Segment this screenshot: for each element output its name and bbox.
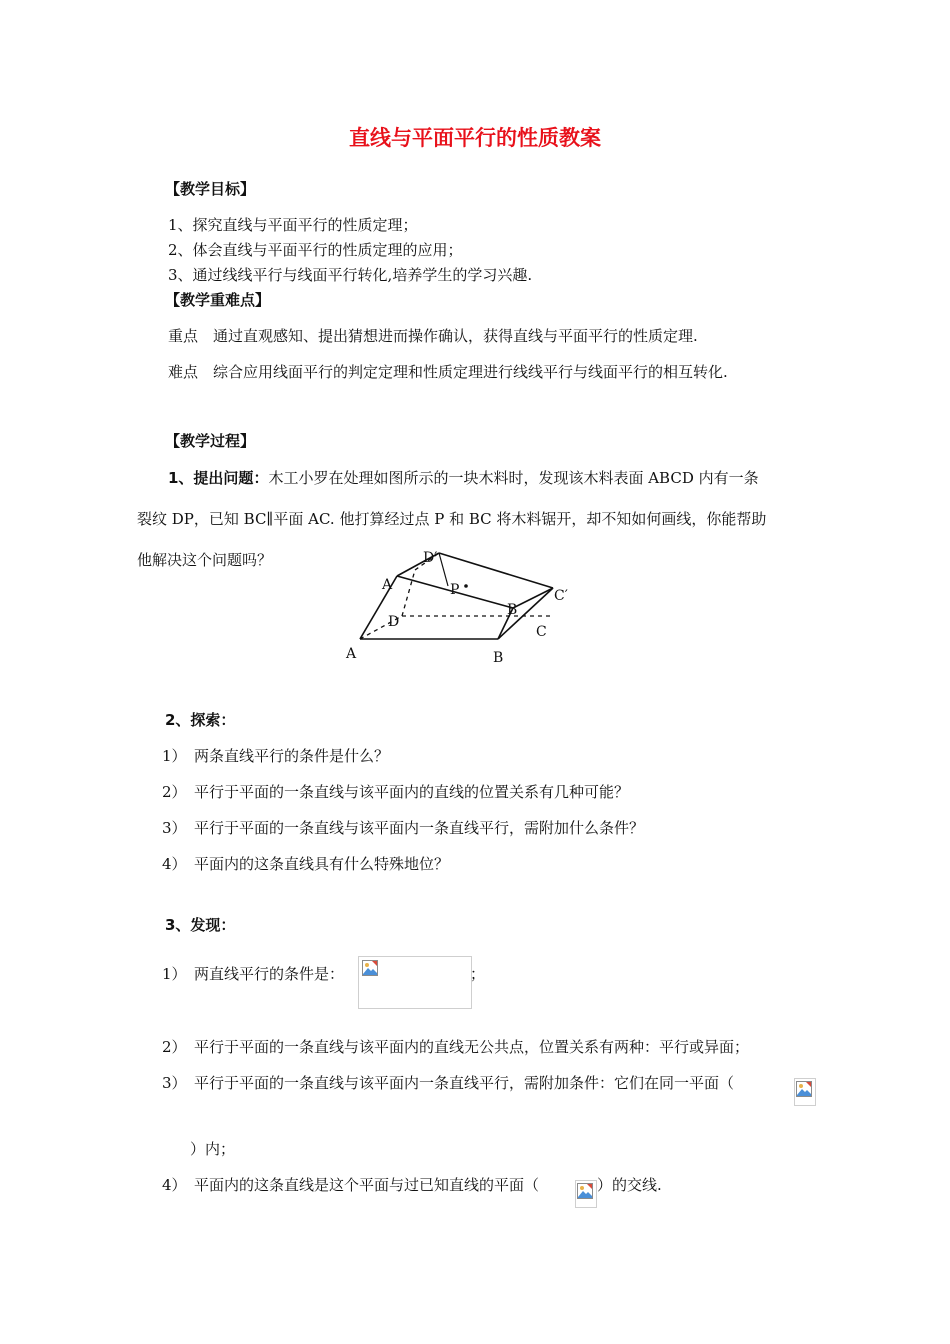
label-b-top: B xyxy=(507,602,518,618)
label-c-top: C′ xyxy=(554,588,568,604)
hidden-edge-d-d xyxy=(402,570,415,616)
formula-image-placeholder xyxy=(575,1180,597,1208)
broken-image-icon xyxy=(362,960,378,976)
discover-heading: 3、发现： xyxy=(165,916,236,934)
page-title: 直线与平面平行的性质教案 xyxy=(349,126,601,150)
explore-item: 2） 平行于平面的一条直线与该平面内的直线的位置关系有几种可能？ xyxy=(162,783,630,801)
discover-item-3-cont: ）内； xyxy=(190,1140,236,1158)
discover-item-4-b: ）的交线. xyxy=(597,1176,662,1194)
key-points-heading: 【教学重难点】 xyxy=(165,291,271,309)
label-p: P xyxy=(450,582,460,598)
label-a-bottom: A xyxy=(346,646,357,662)
broken-image-icon xyxy=(577,1183,593,1199)
discover-item-1: 1） 两直线平行的条件是： xyxy=(162,965,345,983)
formula-image-placeholder xyxy=(358,956,472,1009)
objectives-heading: 【教学目标】 xyxy=(165,180,256,198)
formula-image-placeholder xyxy=(794,1078,816,1106)
question-1-line-3: 他解决这个问题吗？ xyxy=(137,551,273,569)
discover-item-1-end: ； xyxy=(470,965,486,983)
discover-item-3: 3） 平行于平面的一条直线与该平面内一条直线平行，需附加条件：它们在同一平面（ xyxy=(162,1074,735,1092)
question-1-line-2: 裂纹 DP，已知 BC∥平面 AC. 他打算经过点 P 和 BC 将木料锯开，却不知如何画线，你能帮助 xyxy=(137,510,767,528)
key-point-text: 重点 通过直观感知、提出猜想进而操作确认，获得直线与平面平行的性质定理. xyxy=(168,327,698,345)
explore-item: 3） 平行于平面的一条直线与该平面内一条直线平行，需附加什么条件？ xyxy=(162,819,645,837)
discover-item-4-a: 4） 平面内的这条直线是这个平面与过已知直线的平面（ xyxy=(162,1176,540,1194)
question-1-label: 1、提出问题： xyxy=(168,469,269,487)
objective-item: 2、体会直线与平面平行的性质定理的应用； xyxy=(168,241,463,259)
discover-item-2: 2） 平行于平面的一条直线与该平面内的直线无公共点，位置关系有两种：平行或异面； xyxy=(162,1038,750,1056)
process-heading: 【教学过程】 xyxy=(165,432,256,450)
explore-heading: 2、探索： xyxy=(165,711,236,729)
explore-item: 4） 平面内的这条直线具有什么特殊地位？ xyxy=(162,855,450,873)
objective-item: 1、探究直线与平面平行的性质定理； xyxy=(168,216,418,234)
label-c-bottom: C xyxy=(536,624,547,640)
label-d-bottom: D xyxy=(388,614,400,630)
edge-b-c-top xyxy=(513,588,553,608)
label-a-top: A xyxy=(382,577,393,593)
question-1-line-1 xyxy=(168,467,759,488)
broken-image-icon xyxy=(796,1081,812,1097)
point-p xyxy=(464,584,468,588)
objective-item: 3、通过线线平行与线面平行转化,培养学生的学习兴趣. xyxy=(168,266,533,284)
label-b-bottom: B xyxy=(493,650,504,666)
label-d-top: D′ xyxy=(423,550,438,566)
difficult-point-text: 难点 综合应用线面平行的判定定理和性质定理进行线线平行与线面平行的相互转化. xyxy=(168,363,728,381)
explore-item: 1） 两条直线平行的条件是什么？ xyxy=(162,747,390,765)
wood-block-figure xyxy=(330,540,590,670)
crack-dp xyxy=(439,553,448,586)
question-1-text: 木工小罗在处理如图所示的一块木料时，发现该木料表面 ABCD 内有一条 xyxy=(268,469,759,487)
